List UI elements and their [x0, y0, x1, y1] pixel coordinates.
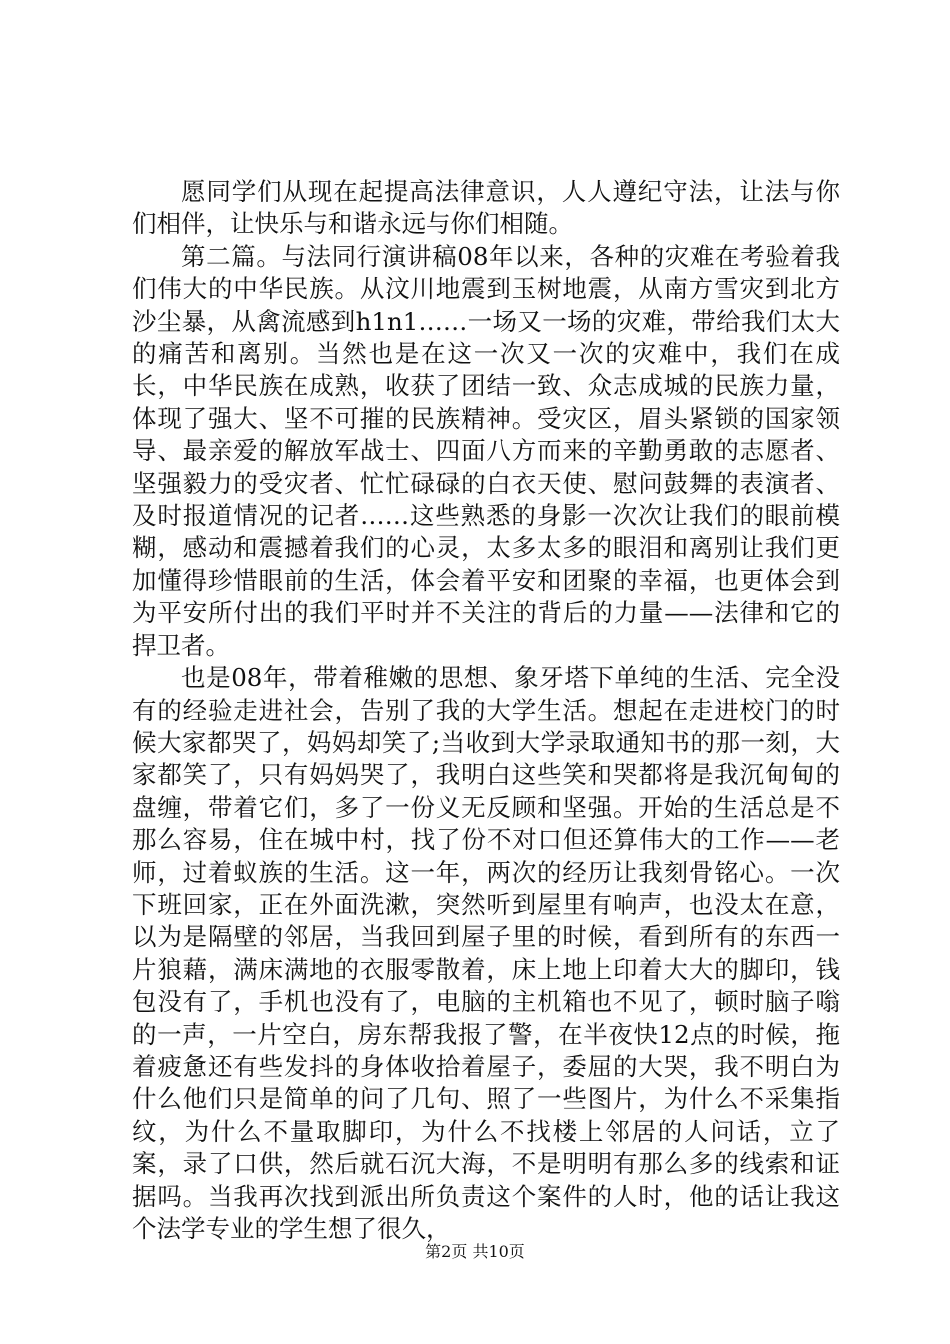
page-number-footer: 第2页 共10页 — [425, 1242, 525, 1261]
paragraph-3: 也是08年，带着稚嫩的思想、象牙塔下单纯的生活、完全没有的经验走进社会，告别了我的大学生活。想起在走进校门的时候大家都哭了，妈妈却笑了;当收到大学录取通知书的那一刻，大家都笑了，只有妈妈哭了，我明白这些笑和哭都将是我沉甸甸的盘缠，带着它们，多了一份义无反顾和坚强。开始的生活总是不那么容易，住在城中村，找了份不对口但还算伟大的工作——老师，过着蚁族的生活。这一年，两次的经历让我刻骨铭心。一次下班回家，正在外面洗漱，突然听到屋里有响声，也没太在意，以为是隔壁的邻居，当我回到屋子里的时候，看到所有的东西一片狼藉，满床满地的衣服零散着，床上地上印着大大的脚印，钱包没有了，手机也没有了，电脑的主机箱也不见了，顿时脑子嗡的一声，一片空白，房东帮我报了警，在半夜快12点的时候，拖着疲惫还有些发抖的身体收拾着屋子，委屈的大哭，我不明白为什么他们只是简单的问了几句、照了一些图片，为什么不采集指纹，为什么不量取脚印，为什么不找楼上邻居的人问话，立了案，录了口供，然后就石沉大海，不是明明有那么多的线索和证据吗。当我再次找到派出所负责这个案件的人时，他的话让我这个法学专业的学生想了很久， — [132, 663, 840, 1243]
paragraph-2: 第二篇。与法同行演讲稿08年以来，各种的灾难在考验着我们伟大的中华民族。从汶川地震到玉树地震，从南方雪灾到北方沙尘暴，从禽流感到h1n1……一场又一场的灾难，带给我们太大的痛苦和离别。当然也是在这一次又一次的灾难中，我们在成长，中华民族在成熟，收获了团结一致、众志成城的民族力量，体现了强大、坚不可摧的民族精神。受灾区，眉头紧锁的国家领导、最亲爱的解放军战士、四面八方而来的辛勤勇敢的志愿者、坚强毅力的受灾者、忙忙碌碌的白衣天使、慰问鼓舞的表演者、及时报道情况的记者……这些熟悉的身影一次次让我们的眼前模糊，感动和震撼着我们的心灵，太多太多的眼泪和离别让我们更加懂得珍惜眼前的生活，体会着平安和团聚的幸福，也更体会到为平安所付出的我们平时并不关注的背后的力量——法律和它的捍卫者。 — [132, 241, 840, 660]
document-body — [132, 176, 840, 1245]
paragraph-1: 愿同学们从现在起提高法律意识，人人遵纪守法，让法与你们相伴，让快乐与和谐永远与你们相随。 — [132, 177, 840, 239]
